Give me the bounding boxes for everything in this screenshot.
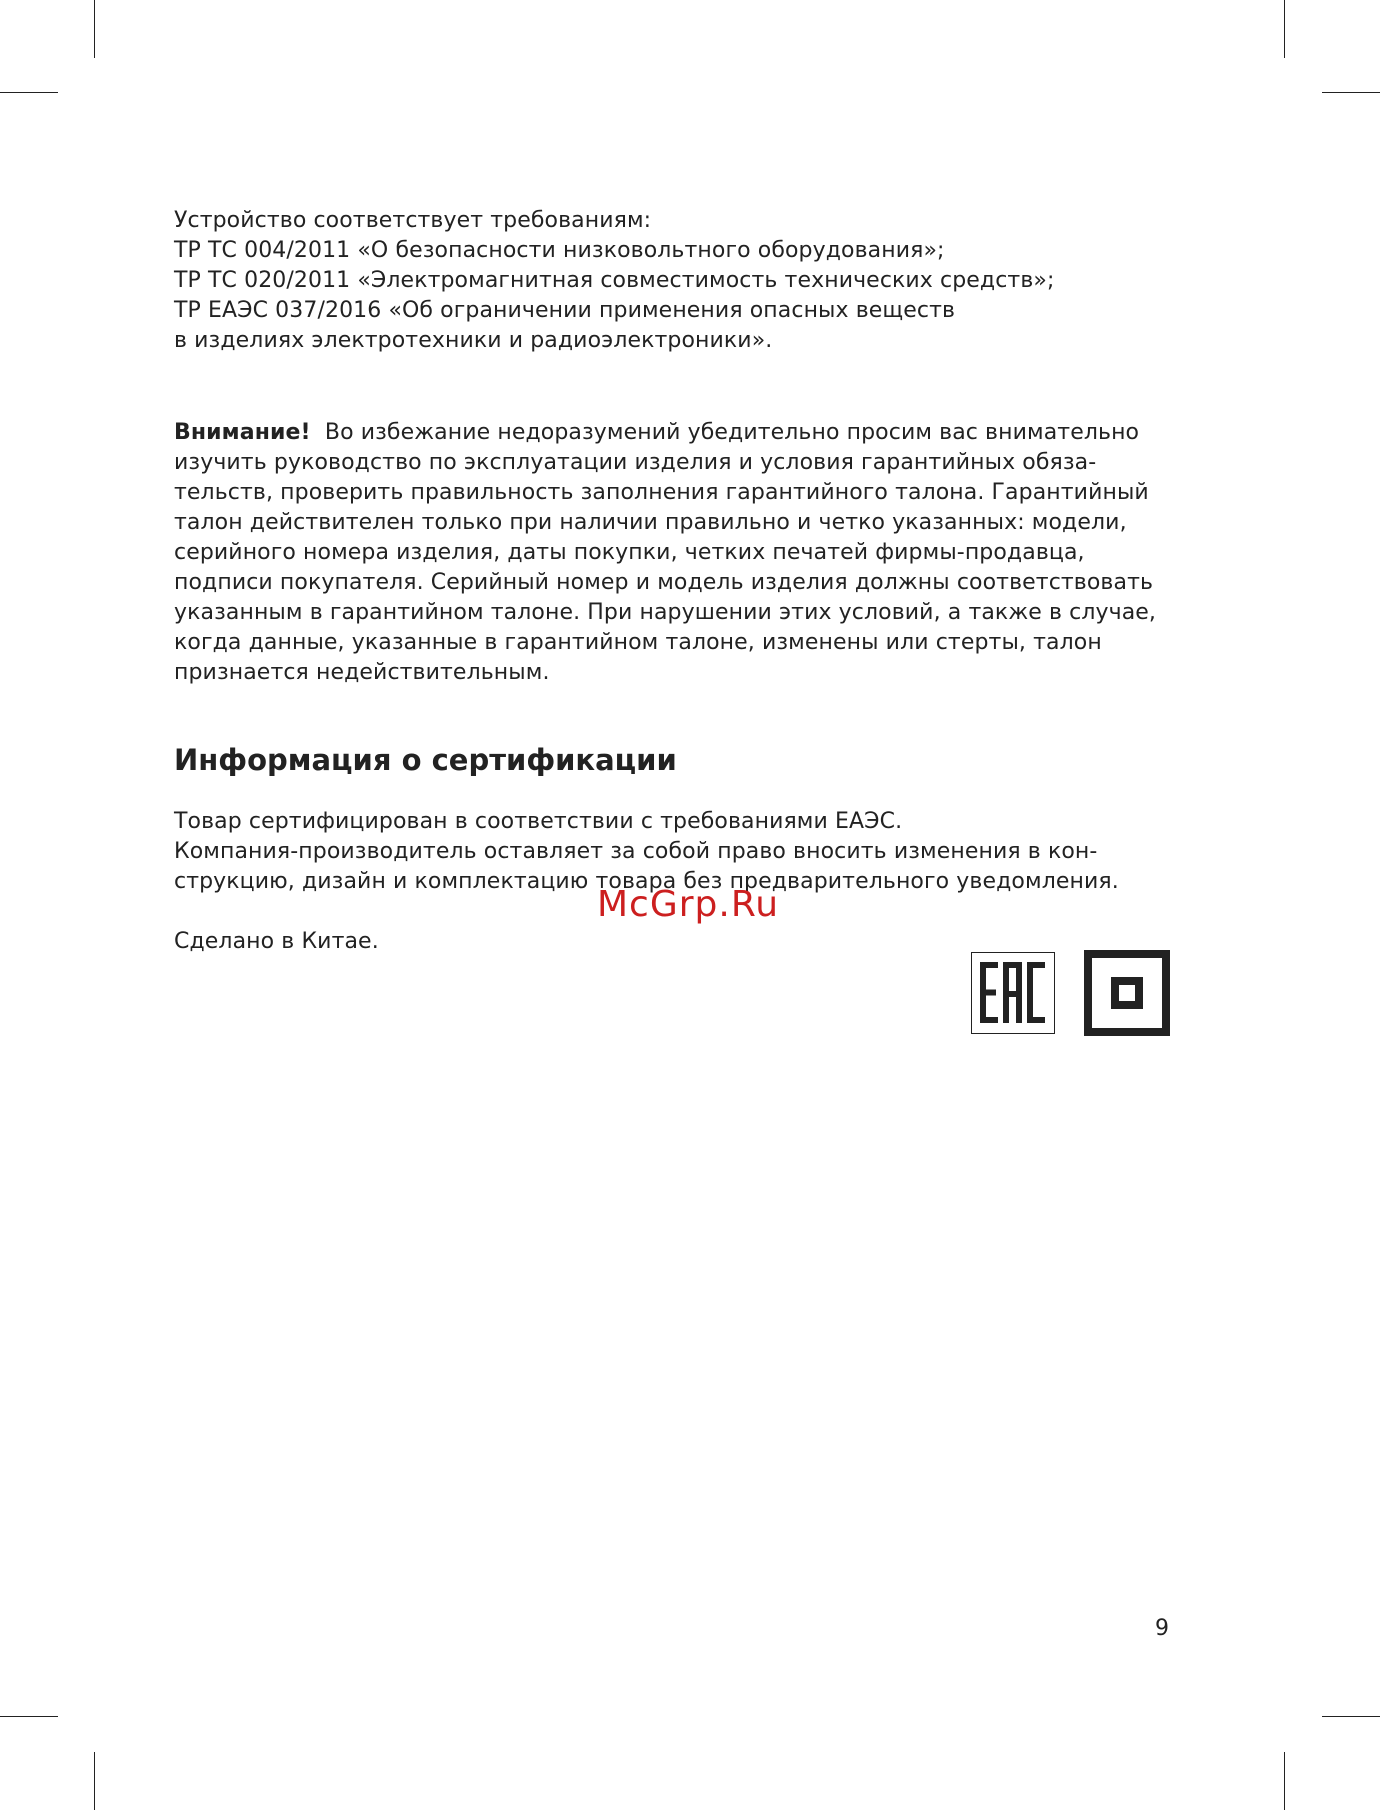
warning-line: талон действителен только при наличии правильно и четко указанных: модели, bbox=[174, 510, 1127, 535]
crop-mark-bottom-right-vertical bbox=[1284, 1752, 1285, 1810]
certification-heading: Информация о сертификации bbox=[174, 743, 677, 777]
crop-mark-top-left-vertical bbox=[94, 0, 95, 58]
certification-line: струкцию, дизайн и комплектацию товара без предварительного уведомления. bbox=[174, 869, 1119, 894]
crop-mark-top-right-horizontal bbox=[1322, 92, 1380, 93]
compliance-requirements bbox=[174, 206, 1054, 356]
compliance-line: в изделиях электротехники и радиоэлектроники». bbox=[174, 328, 773, 353]
warning-label: Внимание! bbox=[174, 420, 311, 445]
crop-mark-bottom-left-horizontal bbox=[0, 1716, 58, 1717]
compliance-line: ТР ТС 004/2011 «О безопасности низковольтного оборудования»; bbox=[174, 238, 945, 263]
certification-line: Товар сертифицирован в соответствии с требованиями ЕАЭС. bbox=[174, 809, 903, 834]
warning-line: подписи покупателя. Серийный номер и модель изделия должны соответствовать bbox=[174, 570, 1154, 595]
warning-line: когда данные, указанные в гарантийном талоне, изменены или стерты, талон bbox=[174, 630, 1102, 655]
page-number: 9 bbox=[1155, 1616, 1169, 1641]
warning-line: изучить руководство по эксплуатации изделия и условия гарантийных обяза- bbox=[174, 450, 1097, 475]
watermark: McGrp.Ru bbox=[597, 884, 780, 925]
crop-mark-top-left-horizontal bbox=[0, 92, 58, 93]
compliance-line: ТР ТС 020/2011 «Электромагнитная совместимость технических средств»; bbox=[174, 268, 1055, 293]
warning-first-line bbox=[174, 418, 1156, 448]
compliance-line: ТР ЕАЭС 037/2016 «Об ограничении применения опасных веществ bbox=[174, 298, 956, 323]
warning-line: Во избежание недоразумений убедительно просим вас внимательно bbox=[324, 420, 1140, 445]
eac-logo-glyph bbox=[972, 953, 1053, 1032]
warning-line: тельств, проверить правильность заполнения гарантийного талона. Гарантийный bbox=[174, 480, 1149, 505]
double-square-icon bbox=[1084, 950, 1170, 1036]
warning-paragraph bbox=[174, 418, 1156, 688]
warning-line: указанным в гарантийном талоне. При нарушении этих условий, а также в случае, bbox=[174, 600, 1157, 625]
certification-line: Компания-производитель оставляет за собой право вносить изменения в кон- bbox=[174, 839, 1098, 864]
crop-mark-bottom-left-vertical bbox=[94, 1752, 95, 1810]
warning-line: признается недействительным. bbox=[174, 660, 550, 685]
eac-mark-icon bbox=[971, 952, 1055, 1034]
made-in-text: Сделано в Китае. bbox=[174, 929, 379, 954]
warning-line: серийного номера изделия, даты покупки, четких печатей фирмы-продавца, bbox=[174, 540, 1085, 565]
crop-mark-bottom-right-horizontal bbox=[1322, 1716, 1380, 1717]
compliance-line: Устройство соответствует требованиям: bbox=[174, 208, 652, 233]
crop-mark-top-right-vertical bbox=[1284, 0, 1285, 58]
double-square-inner bbox=[1111, 977, 1143, 1009]
